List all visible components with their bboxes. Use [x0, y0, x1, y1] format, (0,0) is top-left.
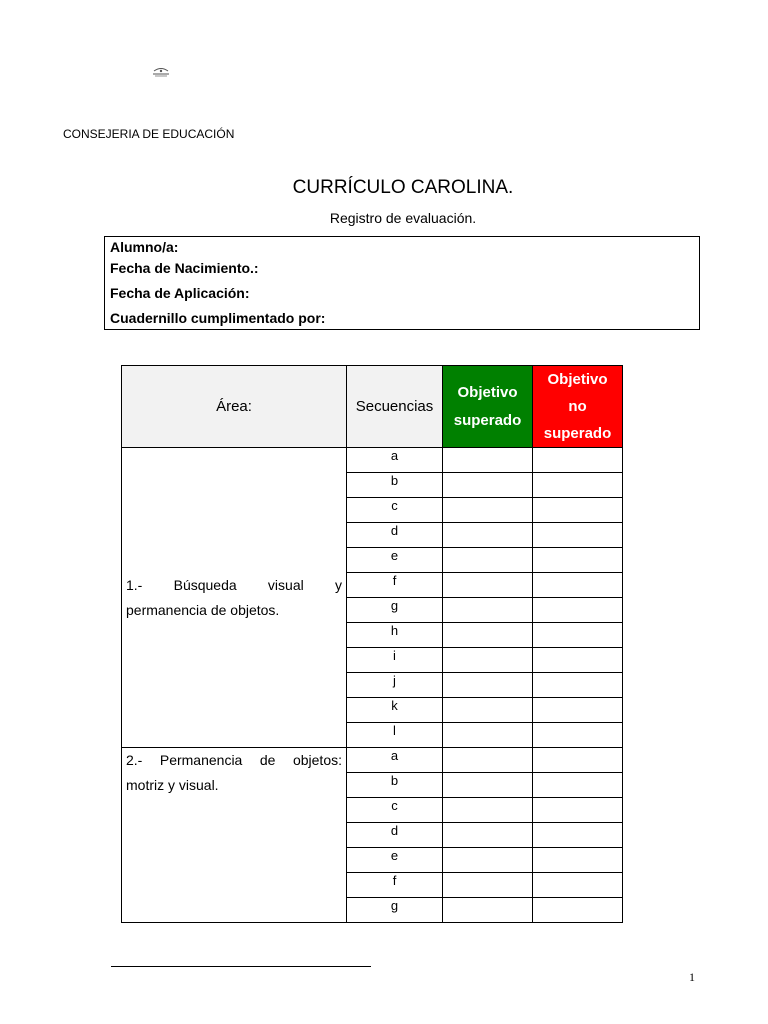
passed-checkbox-cell[interactable] [443, 798, 533, 823]
header-sequences: Secuencias [347, 366, 443, 448]
passed-checkbox-cell[interactable] [443, 623, 533, 648]
failed-checkbox-cell[interactable] [533, 598, 623, 623]
passed-checkbox-cell[interactable] [443, 448, 533, 473]
sequence-letter: f [347, 873, 443, 898]
header-passed-line2: superado [453, 411, 522, 429]
student-label: Alumno/a: [110, 239, 179, 255]
document-subtitle: Registro de evaluación. [329, 210, 477, 226]
failed-checkbox-cell[interactable] [533, 448, 623, 473]
header-failed-line1: Objetivo [547, 371, 608, 388]
table-header-row [122, 366, 623, 448]
sequence-letter: d [347, 823, 443, 848]
sequence-letter: e [347, 848, 443, 873]
student-info-box [104, 236, 700, 330]
footnote-separator [111, 966, 371, 967]
table-row [122, 748, 623, 773]
department-name: CONSEJERIA DE EDUCACIÓN [63, 127, 235, 141]
passed-checkbox-cell[interactable] [443, 473, 533, 498]
passed-checkbox-cell[interactable] [443, 598, 533, 623]
failed-checkbox-cell[interactable] [533, 573, 623, 598]
page-number: 1 [689, 970, 695, 984]
header-objective-passed [443, 366, 533, 448]
header-failed-line2: no [568, 398, 587, 415]
evaluation-table [121, 365, 623, 923]
sequence-letter: k [347, 698, 443, 723]
seal-logo-icon [152, 66, 170, 78]
failed-checkbox-cell[interactable] [533, 698, 623, 723]
passed-checkbox-cell[interactable] [443, 548, 533, 573]
passed-checkbox-cell[interactable] [443, 848, 533, 873]
passed-checkbox-cell[interactable] [443, 698, 533, 723]
failed-checkbox-cell[interactable] [533, 748, 623, 773]
sequence-letter: c [347, 498, 443, 523]
sequence-letter: d [347, 523, 443, 548]
failed-checkbox-cell[interactable] [533, 473, 623, 498]
failed-checkbox-cell[interactable] [533, 648, 623, 673]
sequence-letter: b [347, 473, 443, 498]
header-passed-line1: Objetivo [457, 383, 518, 401]
passed-checkbox-cell[interactable] [443, 648, 533, 673]
table-row [122, 448, 623, 473]
passed-checkbox-cell[interactable] [443, 523, 533, 548]
passed-checkbox-cell[interactable] [443, 673, 533, 698]
area-label: 1.- Búsqueda visual y permanencia de objetos. [122, 448, 347, 748]
failed-checkbox-cell[interactable] [533, 723, 623, 748]
application-date-label: Fecha de Aplicación: [110, 285, 250, 301]
passed-checkbox-cell[interactable] [443, 898, 533, 923]
completed-by-label: Cuadernillo cumplimentado por: [110, 310, 326, 326]
sequence-letter: c [347, 798, 443, 823]
passed-checkbox-cell[interactable] [443, 723, 533, 748]
sequence-letter: h [347, 623, 443, 648]
failed-checkbox-cell[interactable] [533, 848, 623, 873]
failed-checkbox-cell[interactable] [533, 673, 623, 698]
document-title: CURRÍCULO CAROLINA. [292, 177, 514, 198]
passed-checkbox-cell[interactable] [443, 823, 533, 848]
failed-checkbox-cell[interactable] [533, 873, 623, 898]
failed-checkbox-cell[interactable] [533, 823, 623, 848]
passed-checkbox-cell[interactable] [443, 873, 533, 898]
sequence-letter: b [347, 773, 443, 798]
failed-checkbox-cell[interactable] [533, 798, 623, 823]
failed-checkbox-cell[interactable] [533, 773, 623, 798]
passed-checkbox-cell[interactable] [443, 573, 533, 598]
sequence-letter: e [347, 548, 443, 573]
passed-checkbox-cell[interactable] [443, 748, 533, 773]
sequence-letter: l [347, 723, 443, 748]
failed-checkbox-cell[interactable] [533, 523, 623, 548]
failed-checkbox-cell[interactable] [533, 623, 623, 648]
header-failed-line3: superado [543, 425, 612, 442]
area-label: 2.- Permanencia de objetos: motriz y visual. [122, 748, 347, 923]
sequence-letter: a [347, 748, 443, 773]
header-objective-failed [533, 366, 623, 448]
sequence-letter: g [347, 598, 443, 623]
sequence-letter: j [347, 673, 443, 698]
birth-date-label: Fecha de Nacimiento.: [110, 260, 259, 276]
header-area: Área: [122, 366, 347, 448]
failed-checkbox-cell[interactable] [533, 898, 623, 923]
sequence-letter: f [347, 573, 443, 598]
table-body [122, 448, 623, 923]
sequence-letter: g [347, 898, 443, 923]
sequence-letter: a [347, 448, 443, 473]
passed-checkbox-cell[interactable] [443, 773, 533, 798]
failed-checkbox-cell[interactable] [533, 548, 623, 573]
sequence-letter: i [347, 648, 443, 673]
failed-checkbox-cell[interactable] [533, 498, 623, 523]
passed-checkbox-cell[interactable] [443, 498, 533, 523]
